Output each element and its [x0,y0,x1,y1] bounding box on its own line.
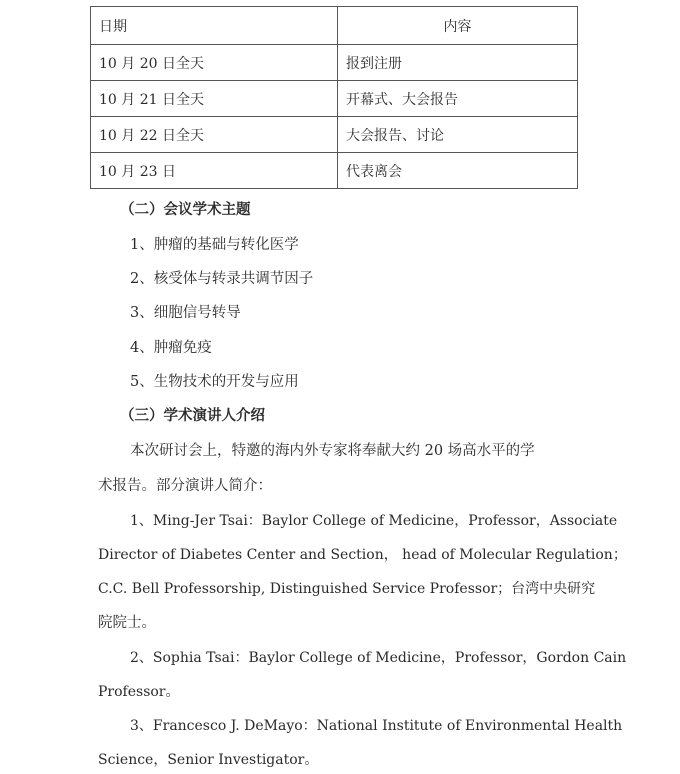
row-date: 10 月 20 日全天 [91,45,338,81]
speaker-3-line: Science，Senior Investigator。 [98,752,319,768]
table-row [91,153,578,189]
topic-item: 3、细胞信号转导 [130,305,241,321]
table-header-row [91,7,578,45]
intro-paragraph-line: 术报告。部分演讲人简介： [98,478,272,494]
speaker-1-line: Director of Diabetes Center and Section， head of Molecular Regulation； [98,547,627,563]
row-date: 10 月 23 日 [91,153,338,189]
row-content: 代表离会 [338,153,578,189]
topic-item: 1、肿瘤的基础与转化医学 [130,237,299,253]
row-content: 开幕式、大会报告 [338,81,578,117]
header-content: 内容 [338,7,578,45]
row-date: 10 月 22 日全天 [91,117,338,153]
speaker-1-line: 院院士。 [98,615,156,631]
table-row [91,117,578,153]
topic-item: 5、生物技术的开发与应用 [130,374,299,390]
row-content: 报到注册 [338,45,578,81]
schedule-table [90,6,578,189]
speaker-2-line: 2、Sophia Tsai：Baylor College of Medicine，Professor，Gordon Cain [130,650,627,666]
topic-item: 4、肿瘤免疫 [130,340,212,356]
speaker-1-line: C.C. Bell Professorship, Distinguished Service Professor；台湾中央研究 [98,581,596,597]
topics-heading: （二）会议学术主题 [120,201,251,218]
table-row [91,81,578,117]
speaker-2-line: Professor。 [98,684,180,700]
table-row [91,45,578,81]
intro-paragraph-line: 本次研讨会上，特邀的海内外专家将奉献大约 20 场高水平的学 [130,443,535,459]
speakers-heading: （三）学术演讲人介绍 [120,407,265,424]
speaker-3-line: 3、Francesco J. DeMayo：National Institute of Environmental Health [130,718,623,734]
row-date: 10 月 21 日全天 [91,81,338,117]
topic-item: 2、核受体与转录共调节因子 [130,271,314,287]
speaker-1-line: 1、Ming-Jer Tsai：Baylor College of Medicine，Professor，Associate [130,513,618,529]
header-date: 日期 [91,7,338,45]
row-content: 大会报告、讨论 [338,117,578,153]
